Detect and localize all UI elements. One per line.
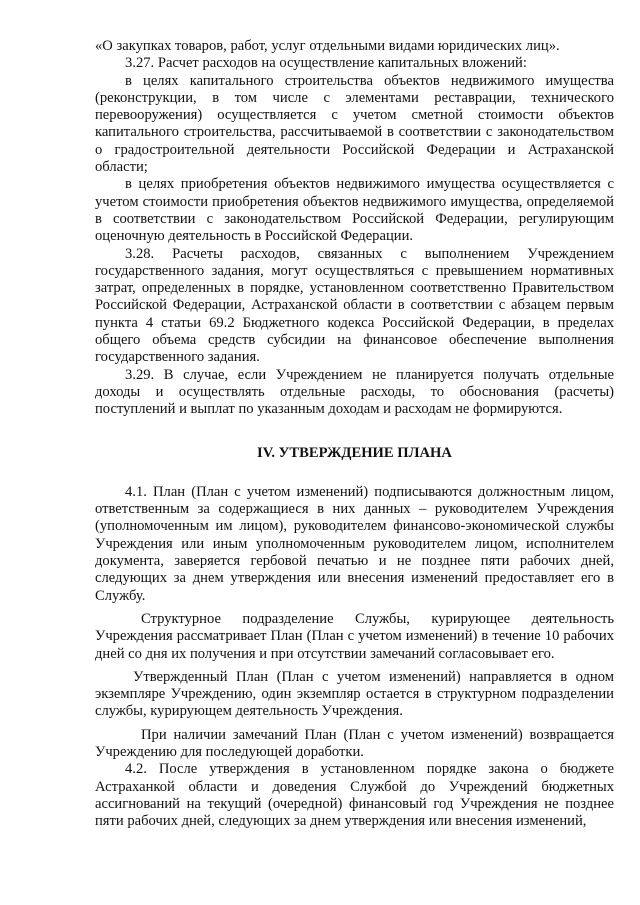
section-title: IV. УТВЕРЖДЕНИЕ ПЛАНА — [257, 444, 452, 461]
paragraph-4-1-remarks: При наличии замечаний План (План с учетом изменений) возвращается Учреждению для последующей доработки. — [95, 726, 614, 760]
paragraph-3-29: 3.29. В случае, если Учреждением не планируется получать отдельные доходы и осуществлять отдельные расходы, то обоснования (расчеты) поступлений и выплат по указанным доходам и расходам не формируются. — [95, 366, 614, 418]
paragraph-3-28: 3.28. Расчеты расходов, связанных с выполнением Учреждением государственного задания, могут осуществляться с превышением нормативных затрат, определенных в порядке, установленном соответственно Правительством Российской Федерации, Астраханской области в соответствии с абзацем первым пункта 4 статьи 69.2 Бюджетного кодекса Российской Федерации, в пределах общего объема средств субсидии на финансовое обеспечение выполнения государственного задания. — [95, 245, 614, 366]
paragraph-4-1-review: Структурное подразделение Службы, курирующее деятельность Учреждения рассматривает План (План с учетом изменений) в течение 10 рабочих дней со дня их получения и при отсутствии замечаний согласовывает его. — [95, 610, 614, 662]
paragraph-4-1: 4.1. План (План с учетом изменений) подписываются должностным лицом, ответственным за содержащиеся в них данных – руководителем Учреждения (уполномоченным им лицом), руководителем финансово-экономической службы Учреждения или иным уполномоченным руководителем лицом, исполнителем документа, заверяется гербовой печатью и не позднее пяти рабочих дней, следующих за днем утверждения или внесения изменений предоставляет его в Службу. — [95, 483, 614, 604]
paragraph-3-27-construction: в целях капитального строительства объектов недвижимого имущества (реконструкции, в том числе с элементами реставрации, технического перевооружения) осуществляется с учетом сметной стоимости объектов капитального строительства, рассчитываемой в соответствии с законодательством о градостроительной деятельности Российской Федерации и Астраханской области; — [95, 72, 614, 176]
paragraph-4-1-approved: Утвержденный План (План с учетом изменений) направляется в одном экземпляре Учреждению, один экземпляр остается в структурном подразделении службы, курирующем деятельность Учреждения. — [95, 668, 614, 720]
paragraph-law-title: «О закупках товаров, работ, услуг отдельными видами юридических лиц». — [95, 38, 560, 54]
paragraph-3-27-acquisition: в целях приобретения объектов недвижимого имущества осуществляется с учетом стоимости приобретения объектов недвижимого имущества, определяемой в соответствии с законодательством Российской Федерации, регулирующим оценочную деятельность в Российской Федерации. — [95, 176, 614, 245]
paragraph-4-2: 4.2. После утверждения в установленном порядке закона о бюджете Астраханкой области и доведения Службой до Учреждений бюджетных ассигнований на текущий (очередной) финансовый год Учреждения не позднее пяти рабочих дней, следующих за днем утверждения или внесения изменений, — [95, 761, 614, 830]
paragraph-3-27: 3.27. Расчет расходов на осуществление капитальных вложений: — [125, 55, 527, 72]
